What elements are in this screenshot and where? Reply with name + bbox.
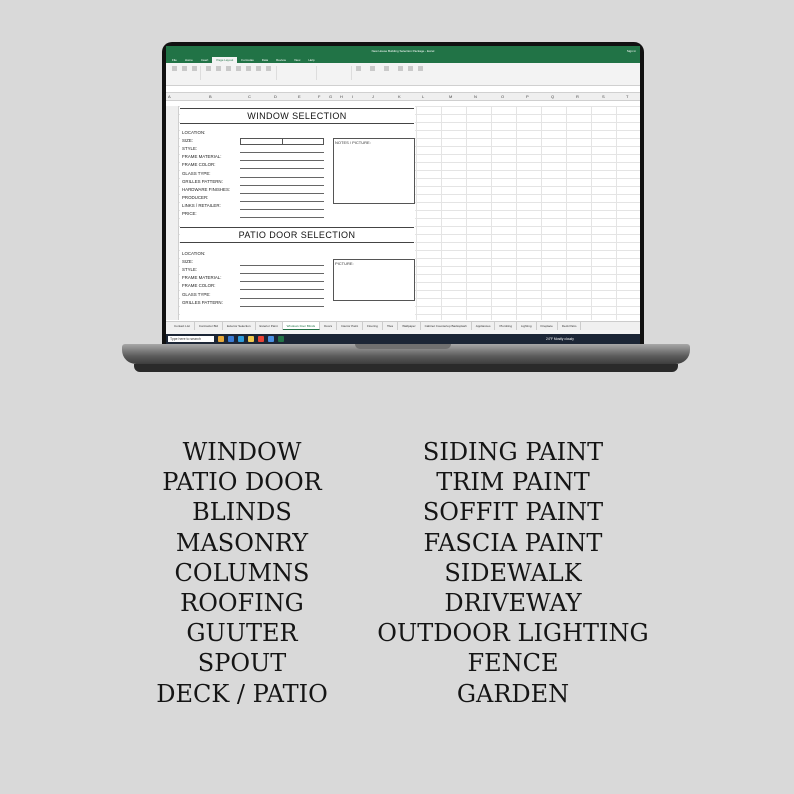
feature-list-item: GARDEN	[456, 679, 570, 708]
feature-list-item: COLUMNS	[174, 558, 310, 587]
ribbon-divider	[316, 66, 317, 80]
ribbon-toolbar	[166, 63, 640, 86]
column-header[interactable]: F	[318, 94, 321, 99]
sheet-tab[interactable]: Fireplace	[537, 322, 558, 330]
sheet-tab[interactable]: Contact List	[170, 322, 195, 330]
sheet-tabs	[166, 321, 640, 330]
feature-list-item: DECK / PATIO	[156, 679, 328, 708]
sheet-tab[interactable]: Wallpaper	[398, 322, 420, 330]
column-header[interactable]: H	[340, 94, 343, 99]
laptop-notch	[355, 344, 451, 349]
column-header[interactable]: I	[352, 94, 354, 99]
feature-list-item: GUUTER	[186, 619, 298, 648]
bring-forward-icon[interactable]	[356, 66, 361, 71]
laptop-base-shadow	[134, 364, 678, 372]
field-label: GRILLES PATTERN:	[182, 299, 223, 305]
field-input-line[interactable]	[240, 152, 324, 153]
ribbon-divider	[351, 66, 352, 80]
sheet-tab[interactable]: Appliances	[472, 322, 496, 330]
windows-taskbar	[166, 334, 640, 344]
taskbar-app-icon[interactable]	[218, 336, 224, 342]
sheet-tab[interactable]: Cabinet Countertop Backsplash	[421, 322, 472, 330]
column-header[interactable]: S	[602, 94, 605, 99]
field-label: STYLE:	[182, 146, 198, 152]
ribbon-divider	[200, 66, 201, 80]
ribbon-tab[interactable]: Review	[276, 58, 286, 62]
column-header[interactable]: K	[398, 94, 401, 99]
column-header[interactable]: R	[576, 94, 579, 99]
feature-list-item: SIDING PAINT	[422, 438, 604, 466]
laptop-screen-bezel	[162, 42, 644, 344]
excel-icon[interactable]	[278, 336, 284, 342]
column-header[interactable]: T	[626, 94, 629, 99]
column-header[interactable]: L	[422, 94, 425, 99]
orientation-icon[interactable]	[216, 66, 221, 71]
taskbar-search-input[interactable]: Type here to search	[168, 336, 214, 342]
send-backward-icon[interactable]	[370, 66, 375, 71]
feature-list-item: BLINDS	[192, 498, 292, 527]
fonts-icon[interactable]	[192, 66, 197, 71]
feature-list-item: PATIO DOOR	[162, 468, 322, 497]
feature-list-item: SOFFIT PAINT	[422, 498, 604, 527]
feature-list-item: MASONRY	[175, 528, 309, 557]
field-input-line[interactable]	[240, 289, 324, 290]
sheet-tab[interactable]: Exterior Paint	[256, 322, 283, 330]
field-label: LOCATION:	[182, 130, 206, 135]
ribbon-tab[interactable]: Formulas	[241, 58, 254, 62]
feature-list-item: SIDEWALK	[444, 558, 582, 587]
field-input-line[interactable]	[240, 298, 324, 299]
field-label: FRAME MATERIAL:	[182, 275, 222, 281]
field-label: FRAME COLOR:	[182, 162, 216, 168]
ribbon-tabs	[166, 55, 640, 63]
field-label: GLASS TYPE:	[182, 170, 211, 176]
ribbon-tab[interactable]: Insert	[200, 58, 209, 62]
field-label: HARDWARE FINISHES:	[182, 186, 231, 192]
field-label: LOCATION:	[182, 251, 206, 256]
mail-icon[interactable]	[268, 336, 274, 342]
margins-icon[interactable]	[206, 66, 211, 71]
ribbon-tab[interactable]: View	[293, 58, 301, 62]
field-input-line[interactable]	[240, 273, 324, 274]
sheet-tab[interactable]: Interior Paint	[337, 322, 363, 330]
column-header[interactable]: J	[372, 94, 374, 99]
ribbon-tab[interactable]: Help	[308, 58, 315, 62]
window-title: New House Building Selection Package - Excel	[371, 49, 435, 53]
size-icon[interactable]	[226, 66, 231, 71]
field-label: PRODUCER:	[182, 194, 209, 200]
sheet-tab[interactable]: Lighting	[517, 322, 537, 330]
feature-list-item: FENCE	[467, 649, 559, 678]
row-headers	[166, 106, 179, 320]
feature-list-item: DRIVEWAY	[444, 588, 582, 617]
sign-in-link[interactable]: Sign in	[626, 49, 636, 53]
formula-bar[interactable]	[166, 86, 640, 93]
feature-list-left	[130, 437, 354, 709]
column-header[interactable]: D	[274, 94, 277, 99]
feature-list-item: SPOUT	[197, 649, 287, 678]
column-header[interactable]: P	[526, 94, 529, 99]
notes-picture-label: NOTES / PICTURE:	[335, 140, 371, 145]
chrome-icon[interactable]	[258, 336, 264, 342]
sheet-tab[interactable]: Flooring	[363, 322, 383, 330]
ribbon-tab[interactable]: File	[172, 58, 177, 62]
field-label: GRILLES PATTERN:	[182, 178, 223, 184]
print-area-icon[interactable]	[236, 66, 241, 71]
rotate-icon[interactable]	[418, 66, 423, 71]
field-input-line[interactable]	[240, 160, 324, 161]
task-view-icon[interactable]	[228, 336, 234, 342]
feature-list-item: WINDOW	[182, 438, 302, 466]
notes-picture-box[interactable]	[333, 138, 415, 204]
column-header[interactable]: G	[329, 94, 333, 99]
field-label: SIZE:	[182, 138, 193, 144]
themes-icon[interactable]	[172, 66, 177, 71]
column-header[interactable]: C	[248, 94, 251, 99]
field-input-line[interactable]	[240, 265, 324, 266]
file-explorer-icon[interactable]	[248, 336, 254, 342]
title-bar	[166, 46, 640, 55]
ribbon-tab[interactable]: Data	[261, 58, 269, 62]
field-label: FRAME COLOR:	[182, 283, 216, 289]
background-icon[interactable]	[256, 66, 261, 71]
field-input-line[interactable]	[240, 281, 324, 282]
size-input-box[interactable]	[240, 138, 324, 145]
column-headers	[166, 93, 640, 101]
edge-icon[interactable]	[238, 336, 244, 342]
field-input-line[interactable]	[240, 306, 324, 307]
field-label: LINKS / RETAILER:	[182, 202, 221, 208]
align-icon[interactable]	[398, 66, 403, 71]
picture-label: PICTURE:	[335, 261, 354, 266]
column-header[interactable]: N	[474, 94, 477, 99]
field-input-line[interactable]	[240, 201, 324, 202]
sheet-tab[interactable]: Doors	[320, 322, 337, 330]
sheet-tab[interactable]: Contractor Bid	[195, 322, 223, 330]
excel-window	[166, 46, 640, 344]
field-input-line[interactable]	[240, 217, 324, 218]
ribbon-tab[interactable]: Home	[184, 58, 193, 62]
colors-icon[interactable]	[182, 66, 187, 71]
field-input-line[interactable]	[240, 185, 324, 186]
ribbon-tab[interactable]: Page Layout	[212, 57, 237, 63]
field-label: SIZE:	[182, 259, 193, 265]
print-titles-icon[interactable]	[266, 66, 271, 71]
sheet-tab[interactable]: Plumbing	[495, 322, 517, 330]
sheet-tab[interactable]: Windows Door Blinds	[283, 322, 321, 330]
feature-list-item: FASCIA PAINT	[423, 528, 603, 557]
patio-door-selection-title: PATIO DOOR SELECTION	[180, 227, 414, 243]
feature-list-right	[370, 437, 656, 709]
field-input-line[interactable]	[240, 168, 324, 169]
breaks-icon[interactable]	[246, 66, 251, 71]
feature-list-item: OUTDOOR LIGHTING	[377, 619, 649, 648]
field-input-line[interactable]	[240, 193, 324, 194]
sheet-tab[interactable]: Tiles	[383, 322, 398, 330]
feature-list-item: ROOFING	[180, 588, 304, 617]
size-box-divider	[282, 139, 283, 144]
ribbon-divider	[276, 66, 277, 80]
field-label: FRAME MATERIAL:	[182, 154, 222, 160]
field-label: STYLE:	[182, 267, 198, 273]
column-header[interactable]: O	[501, 94, 505, 99]
spreadsheet-grid[interactable]	[166, 106, 640, 320]
selection-form	[180, 106, 415, 320]
feature-list-item: TRIM PAINT	[436, 468, 590, 497]
field-label: PRICE:	[182, 211, 197, 216]
column-header[interactable]: A	[168, 94, 171, 99]
window-selection-title: WINDOW SELECTION	[180, 108, 414, 124]
column-header[interactable]: Q	[551, 94, 555, 99]
sheet-tab[interactable]: Exterior Selection	[223, 322, 256, 330]
column-header[interactable]: B	[209, 94, 212, 99]
sheet-tab[interactable]: Deck Patio	[558, 322, 582, 330]
field-input-line[interactable]	[240, 177, 324, 178]
column-header[interactable]: M	[449, 94, 453, 99]
column-header[interactable]: E	[298, 94, 301, 99]
picture-box[interactable]	[333, 259, 415, 301]
weather-widget[interactable]: 24°F Mostly cloudy	[546, 337, 574, 341]
selection-pane-icon[interactable]	[384, 66, 389, 71]
field-input-line[interactable]	[240, 209, 324, 210]
field-label: GLASS TYPE:	[182, 291, 211, 297]
group-icon[interactable]	[408, 66, 413, 71]
